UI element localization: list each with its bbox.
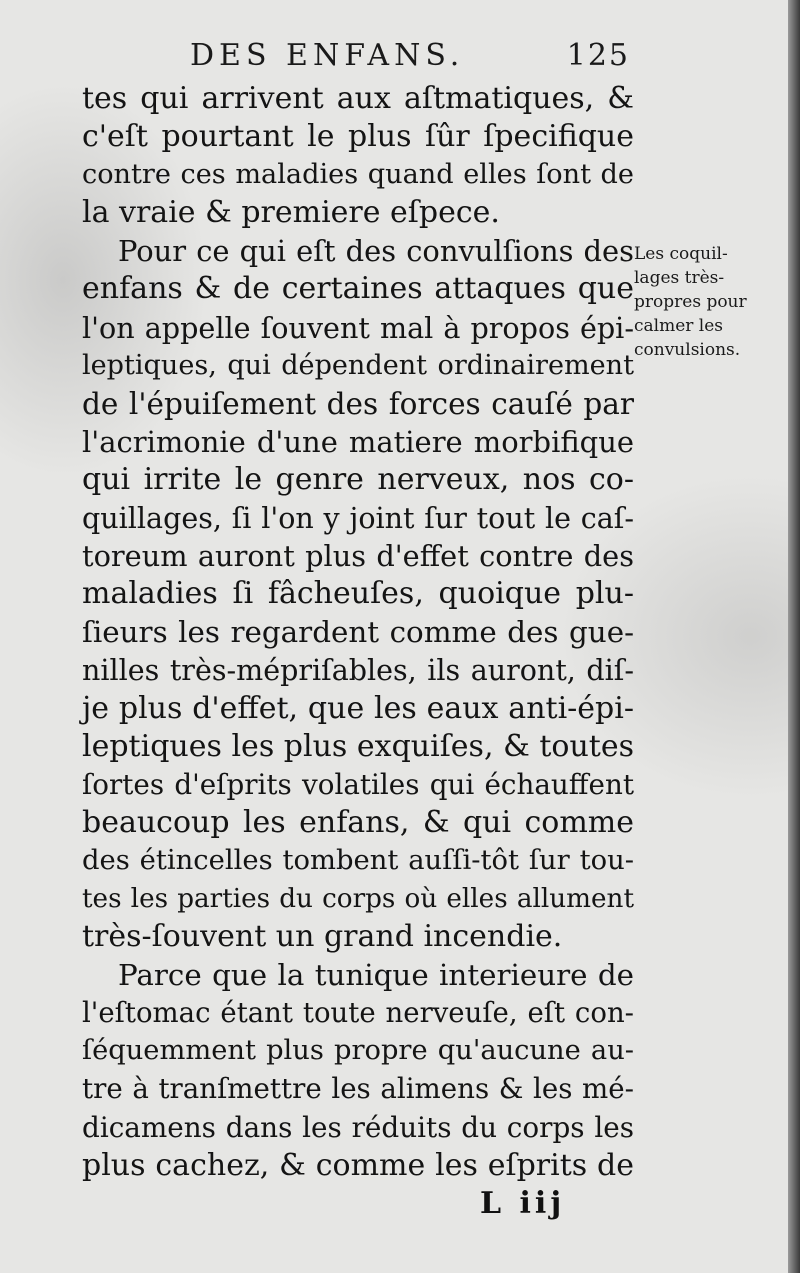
margin-note-line: lages très- bbox=[634, 268, 725, 288]
signature-mark: L iij bbox=[480, 1186, 566, 1221]
text-line: ſéquemment plus propre qu'aucune au- bbox=[82, 1035, 634, 1067]
margin-note-line: calmer les bbox=[634, 316, 724, 336]
text-line: je plus d'effet, que les eaux anti-épi- bbox=[82, 690, 634, 726]
text-line: leptiques, qui dépendent ordinairement bbox=[82, 349, 634, 381]
text-line: qui irrite le genre nerveux, nos co- bbox=[82, 461, 634, 497]
text-line: c'eſt pourtant le plus ſûr ſpecifique bbox=[82, 119, 634, 155]
text-line: très-ſouvent un grand incendie. bbox=[82, 919, 563, 955]
text-line: l'acrimonie d'une matiere morbifique bbox=[82, 424, 634, 459]
text-line: ſortes d'eſprits volatiles qui échauffent bbox=[82, 767, 634, 801]
text-line: leptiques les plus exquiſes, & toutes bbox=[82, 728, 634, 764]
running-title: DES ENFANS. bbox=[190, 38, 465, 73]
text-line: tes les parties du corps où elles allument bbox=[82, 883, 634, 914]
text-line: l'eſtomac étant toute nerveuſe, eſt con- bbox=[82, 997, 634, 1030]
text-line: des étincelles tombent auſſi-tôt ſur tou- bbox=[82, 844, 634, 876]
text-line: la vraie & premiere eſpece. bbox=[82, 195, 500, 231]
text-line: quillages, ſi l'on y joint ſur tout le caſ- bbox=[82, 501, 634, 536]
body-text bbox=[82, 80, 634, 1185]
text-line: toreum auront plus d'effet contre des bbox=[82, 539, 634, 574]
page-edge-shadow bbox=[788, 0, 800, 1273]
margin-note-line: Les coquil- bbox=[634, 244, 728, 264]
text-line: ſieurs les regardent comme des gue- bbox=[82, 615, 634, 650]
text-line: tes qui arrivent aux aſtmatiques, & bbox=[82, 81, 634, 116]
margin-note-line: convulsions. bbox=[634, 340, 741, 360]
page-number: 125 bbox=[566, 38, 630, 73]
text-line: maladies ſi fâcheuſes, quoique plu- bbox=[82, 576, 634, 612]
text-line: tre à tranſmettre les alimens & les mé- bbox=[82, 1072, 634, 1106]
text-line: dicamens dans les réduits du corps les bbox=[82, 1110, 634, 1144]
text-line: l'on appelle ſouvent mal à propos épi- bbox=[82, 310, 634, 345]
margin-note bbox=[634, 242, 784, 362]
text-line: beaucoup les enfans, & qui comme bbox=[82, 804, 634, 840]
text-line: contre ces maladies quand elles ſont de bbox=[82, 159, 634, 191]
text-line: Parce que la tunique interieure de bbox=[118, 958, 634, 993]
text-line: de l'épuiſement des forces cauſé par bbox=[82, 386, 634, 421]
margin-note-line: propres pour bbox=[634, 292, 747, 312]
text-line: plus cachez, & comme les eſprits de bbox=[82, 1147, 634, 1183]
text-line: nilles très-mépriſables, ils auront, diſ- bbox=[82, 653, 634, 688]
text-line: enfans & de certaines attaques que bbox=[82, 271, 634, 307]
text-line: Pour ce qui eſt des convulſions des bbox=[118, 234, 634, 269]
page-header bbox=[190, 38, 630, 82]
